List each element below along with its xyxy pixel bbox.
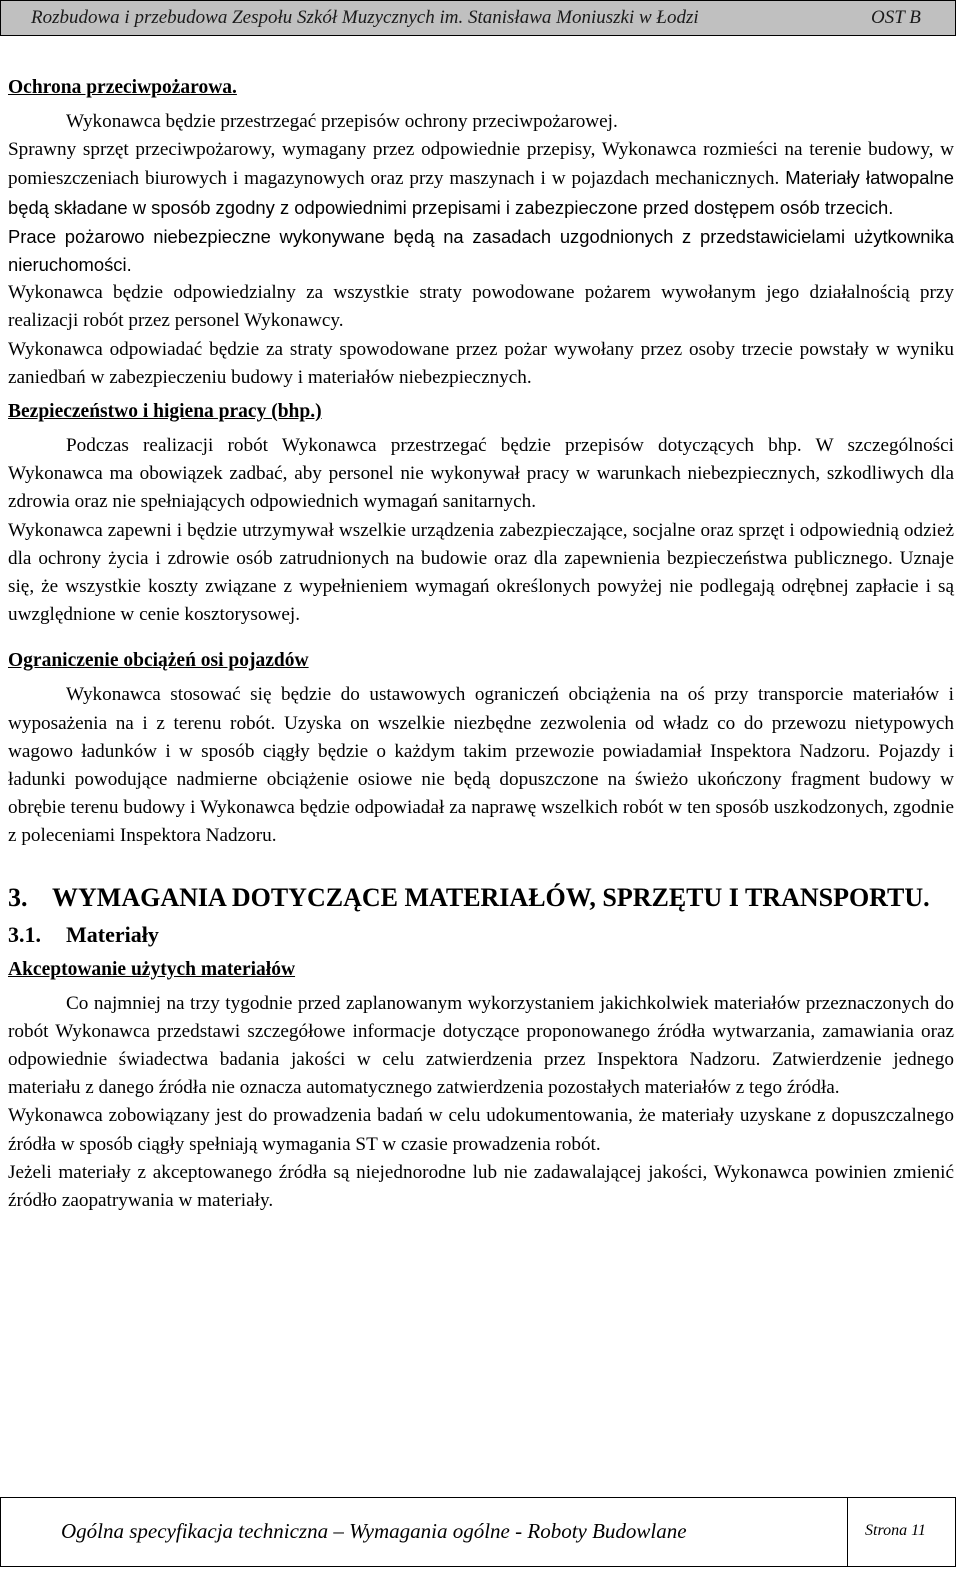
paragraph: Wykonawca będzie odpowiedzialny za wszystkie straty powodowane pożarem wywołanym jego działalnością przy realizacji robót przez personel Wykonawcy. [8, 282, 954, 332]
heading-axle-load: Ograniczenie obciążeń osi pojazdów [8, 650, 309, 672]
paragraph: Podczas realizacji robót Wykonawca przestrzegać będzie przepisów dotyczących bhp. W szczególności Wykonawca ma obowiązek zadbać, aby personel nie wykonywał pracy w warunkach niebezpiecznych, szkodliwych dla zdrowia oraz nie spełniających odpowiednich wymagań sanitarnych. [8, 435, 954, 513]
heading-bhp: Bezpieczeństwo i higiena pracy (bhp.) [8, 401, 322, 423]
footer-divider [847, 1498, 848, 1566]
paragraph: Wykonawca zobowiązany jest do prowadzenia badań w celu udokumentowania, że materiały uzyskane z dopuszczalnego źródła w sposób ciągły spełniają wymagania ST w czasie prowadzenia robót. [8, 1105, 954, 1155]
page-number: Strona 11 [865, 1522, 926, 1539]
page-footer [0, 1497, 956, 1567]
paragraph: Wykonawca stosować się będzie do ustawowych ograniczeń obciążenia na oś przy transporcie materiałów i wyposażenia na i z terenu robót. Uzyska on wszelkie niezbędne zezwolenia od władz co do przewozu nietypowych wagowo ładunków i w sposób ciągły będzie o każdym takim przewozie powiadamiał Inspektora Nadzoru. Pojazdy i ładunki powodujące nadmierne obciążenie osiowe nie będą dopuszczone na świeżo ukończony fragment budowy w obrębie terenu budowy i Wykonawca będzie odpowiadał za naprawę wszelkich robót w ten sposób uszkodzonych, zgodnie z poleceniami Inspektora Nadzoru. [8, 684, 954, 847]
paragraph: Wykonawca odpowiadać będzie za straty spowodowane przez pożar wywołany przez osoby trzecie powstały w wyniku zaniedbań w zabezpieczeniu budowy i materiałów niebezpiecznych. [8, 338, 954, 388]
chapter-text: WYMAGANIA DOTYCZĄCE MATERIAŁÓW, SPRZĘTU I TRANSPORTU. [52, 882, 930, 912]
subsection-title [8, 920, 954, 950]
chapter-number: 3. [8, 882, 28, 912]
subsection-text: Materiały [66, 921, 159, 947]
paragraph: Prace pożarowo niebezpieczne wykonywane będą na zasadach uzgodnionych z przedstawicielami użytkownika nieruchomości. [8, 225, 954, 276]
paragraph: Sprawny sprzęt przeciwpożarowy, wymagany przez odpowiednie przepisy, Wykonawca rozmieści na terenie budowy, w pomieszczeniach biurowych i magazynowych oraz przy maszynach i w pojazdach mechanicznych. Materiały łatwopalne będą składane w sposób zgodny z odpowiednimi przepisami i zabezpieczone przed dostępem osób trzecich. [8, 139, 954, 218]
paragraph: Co najmniej na trzy tygodnie przed zaplanowanym wykorzystaniem jakichkolwiek materiałów przeznaczonych do robót Wykonawca przedstawi szczegółowe informacje dotyczące proponowanego źródła wytwarzania, zamawiania oraz odpowiednie świadectwa badania jakości w celu zatwierdzenia przez Inspektora Nadzoru. Zatwierdzenie jednego materiału z danego źródła nie oznacza automatycznego zatwierdzenia pozostałych materiałów z tego źródła. [8, 992, 954, 1099]
footer-title: Ogólna specyfikacja techniczna – Wymagania ogólne - Roboty Budowlane [61, 1519, 687, 1543]
page-header [0, 0, 956, 36]
paragraph: Wykonawca będzie przestrzegać przepisów ochrony przeciwpożarowej. [66, 111, 618, 132]
document-body [8, 74, 954, 1215]
subsection-number: 3.1. [8, 921, 41, 947]
heading-material-acceptance: Akceptowanie użytych materiałów [8, 958, 296, 980]
paragraph: Jeżeli materiały z akceptowanego źródła są niejednorodne lub nie zadawalającej jakości, Wykonawca powinien zmienić źródło zaopatrywania w materiały. [8, 1161, 954, 1212]
heading-fire-protection: Ochrona przeciwpożarowa. [8, 77, 237, 98]
header-title: Rozbudowa i przebudowa Zespołu Szkół Muzycznych im. Stanisława Moniuszki w Łodzi [31, 7, 699, 28]
paragraph: Wykonawca zapewni i będzie utrzymywał wszelkie urządzenia zabezpieczające, socjalne oraz sprzęt i odpowiednią odzież dla ochrony życia i zdrowie osób zatrudnionych na budowie oraz dla zapewnienia bezpieczeństwa publicznego. Uznaje się, że wszystkie koszty związane z wypełnieniem wymagań określonych powyżej nie podlegają odrębnej zapłacie i są uwzględnione w cenie kosztorysowej. [8, 519, 954, 626]
chapter-title [8, 881, 954, 914]
header-code: OST B [871, 7, 921, 28]
